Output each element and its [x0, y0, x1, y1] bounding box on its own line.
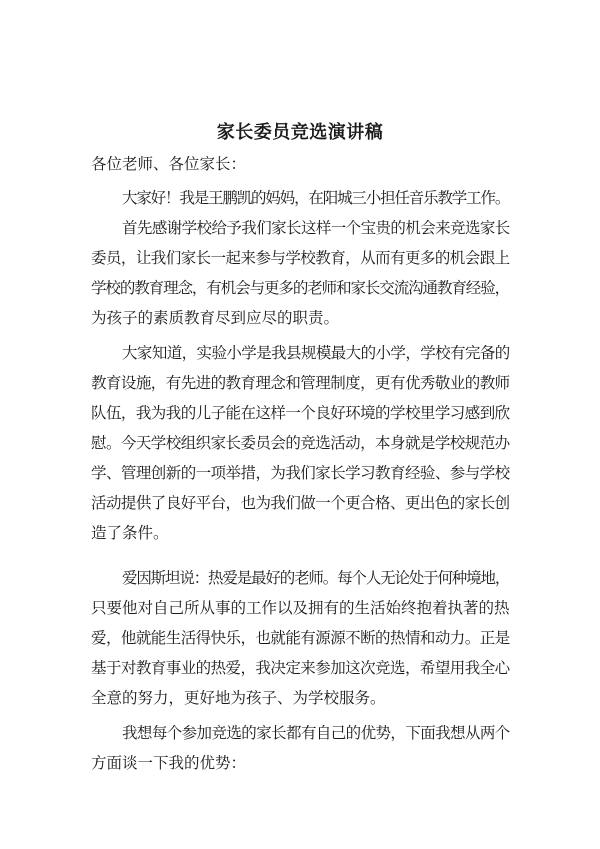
paragraph-einstein: [91, 563, 511, 713]
paragraph-line: 基于对教育事业的热爱，我决定来参加这次竞选，希望用我全心: [91, 659, 510, 677]
paragraph-intro: [91, 183, 511, 213]
paragraph-line: 大家好！我是王鹏凯的妈妈，在阳城三小担任音乐教学工作。: [122, 189, 510, 207]
paragraph-school: [91, 338, 511, 548]
paragraph-line: 委员，让我们家长一起来参与学校教育，从而有更多的机会跟上: [91, 249, 510, 267]
paragraph-line: 慰。今天学校组织家长委员会的竞选活动，本身就是学校规范办: [91, 434, 510, 452]
paragraph-line: 爱，他就能生活得快乐，也就能有源源不断的热情和动力。正是: [91, 629, 510, 647]
paragraph-thanks: [91, 213, 511, 333]
paragraph-line: 造了条件。: [91, 524, 169, 542]
paragraph-line: 方面谈一下我的优势：: [91, 754, 247, 772]
paragraph-line: 队伍，我为我的儿子能在这样一个良好环境的学校里学习感到欣: [91, 404, 510, 422]
paragraph-line: 活动提供了良好平台，也为我们做一个更合格、更出色的家长创: [91, 494, 510, 512]
paragraph-line: 教育设施，有先进的教育理念和管理制度，更有优秀敬业的教师: [91, 374, 510, 392]
document-title: 家长委员竞选演讲稿: [216, 122, 384, 143]
paragraph-line: 首先感谢学校给予我们家长这样一个宝贵的机会来竞选家长: [122, 219, 510, 237]
paragraph-line: 全意的努力，更好地为孩子、为学校服务。: [91, 689, 386, 707]
paragraph-line: 为孩子的素质教育尽到应尽的职责。: [91, 309, 340, 327]
salutation: 各位老师、各位家长：: [91, 155, 247, 173]
paragraph-line: 只要他对自己所从事的工作以及拥有的生活始终抱着执著的热: [91, 599, 510, 617]
paragraph-line: 我想每个参加竞选的家长都有自己的优势，下面我想从两个: [122, 724, 510, 742]
paragraph-line: 学校的教育理念，有机会与更多的老师和家长交流沟通教育经验，: [91, 279, 510, 297]
paragraph-advantages: [91, 718, 511, 778]
paragraph-line: 大家知道，实验小学是我县规模最大的小学，学校有完备的: [122, 344, 510, 362]
paragraph-line: 学、管理创新的一项举措，为我们家长学习教育经验、参与学校: [91, 464, 510, 482]
paragraph-line: 爱因斯坦说：热爱是最好的老师。每个人无论处于何种境地，: [122, 569, 510, 587]
